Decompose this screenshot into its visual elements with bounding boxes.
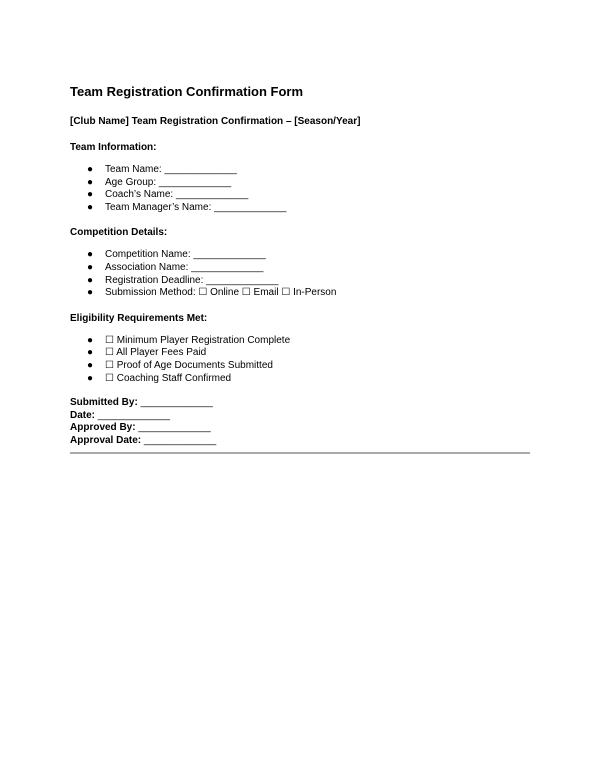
eligibility-list: [70, 335, 530, 385]
approved-by-blank: _____________: [138, 422, 211, 434]
list-item: [70, 164, 530, 177]
bullet-icon: ●: [87, 176, 94, 188]
bullet-icon: ●: [87, 287, 94, 299]
list-item: [70, 249, 530, 262]
proof-of-age-checkbox: ☐ Proof of Age Documents Submitted: [105, 359, 273, 371]
eligibility-heading: Eligibility Requirements Met:: [70, 312, 208, 324]
list-item: [70, 275, 530, 288]
bullet-icon: ●: [87, 164, 94, 175]
horizontal-divider: [70, 452, 530, 454]
approval-date-label: Approval Date:: [70, 434, 142, 446]
form-title: Team Registration Confirmation Form: [70, 84, 304, 99]
bullet-icon: ●: [87, 372, 94, 384]
bullet-icon: ●: [87, 261, 94, 273]
list-item: [70, 360, 530, 373]
approval-date-blank: _____________: [143, 434, 217, 446]
document-content: [70, 84, 530, 448]
bullet-icon: ●: [87, 201, 94, 213]
signoff-block: [70, 397, 530, 447]
submitted-by-row: [70, 397, 530, 410]
bullet-icon: ●: [87, 189, 94, 201]
coaching-staff-checkbox: ☐ Coaching Staff Confirmed: [105, 372, 232, 384]
submitted-by-label: Submitted By:: [70, 397, 138, 409]
approved-by-row: [70, 422, 530, 435]
minimum-registration-checkbox: ☐ Minimum Player Registration Complete: [105, 334, 291, 346]
coach-name-field: Coach’s Name: _____________: [105, 189, 249, 201]
competition-name-field: Competition Name: _____________: [105, 249, 266, 261]
approved-by-label: Approved By:: [70, 422, 136, 434]
list-item: [70, 177, 530, 190]
team-name-field: Team Name: _____________: [105, 164, 237, 175]
list-item: [70, 189, 530, 202]
registration-deadline-field: Registration Deadline: _____________: [105, 274, 279, 286]
bullet-icon: ●: [87, 334, 94, 346]
bullet-icon: ●: [87, 249, 94, 261]
list-item: [70, 287, 530, 300]
approval-date-row: [70, 435, 530, 448]
team-information-heading: Team Information:: [70, 142, 157, 153]
competition-details-list: [70, 249, 530, 299]
bullet-icon: ●: [87, 359, 94, 371]
competition-details-heading: Competition Details:: [70, 227, 168, 239]
list-item: [70, 262, 530, 275]
age-group-field: Age Group: _____________: [105, 176, 232, 188]
bullet-icon: ●: [87, 347, 94, 359]
association-name-field: Association Name: _____________: [105, 261, 264, 273]
list-item: [70, 202, 530, 215]
submitted-by-blank: _____________: [140, 397, 213, 409]
date-row: [70, 410, 530, 423]
list-item: [70, 373, 530, 386]
form-subtitle: [Club Name] Team Registration Confirmation – [Season/Year]: [70, 116, 361, 127]
team-manager-field: Team Manager’s Name: _____________: [105, 201, 287, 213]
fees-paid-checkbox: ☐ All Player Fees Paid: [105, 347, 207, 359]
list-item: [70, 335, 530, 348]
submission-method-field: Submission Method: ☐ Online ☐ Email ☐ In-Person: [105, 287, 337, 299]
bullet-icon: ●: [87, 274, 94, 286]
list-item: [70, 347, 530, 360]
date-blank: _____________: [97, 409, 171, 421]
team-information-list: [70, 164, 530, 214]
date-label: Date:: [70, 409, 96, 421]
